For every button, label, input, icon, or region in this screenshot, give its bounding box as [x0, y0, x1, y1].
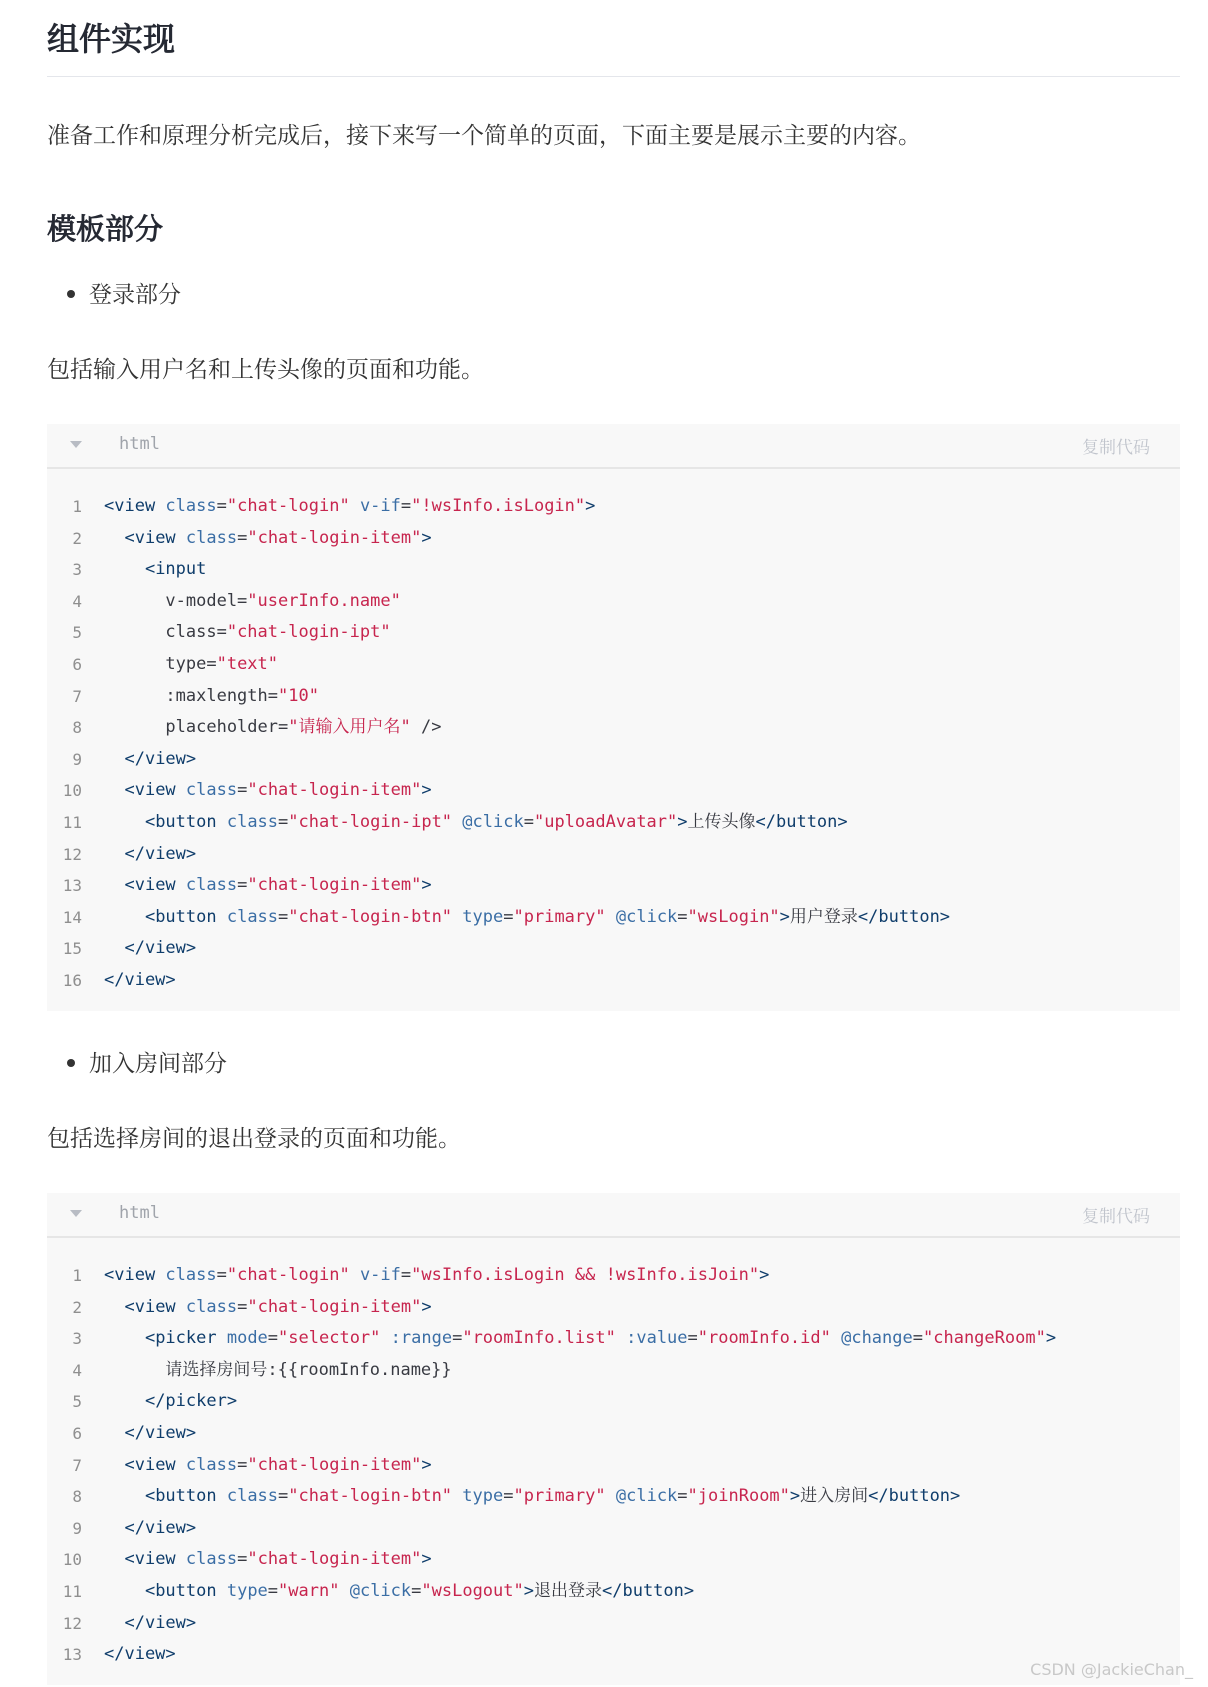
line-number: 5	[72, 623, 82, 643]
code-token: v-model=	[104, 590, 248, 611]
code-text	[104, 491, 595, 523]
code-token	[104, 1391, 145, 1411]
code-line	[47, 712, 1180, 744]
code-token: "!wsInfo.isLogin"	[411, 496, 586, 516]
code-token: <button	[144, 811, 227, 832]
code-token	[339, 1581, 349, 1601]
code-token: "10"	[278, 685, 319, 706]
code-token: "changeRoom"	[923, 1328, 1046, 1349]
code-token: >	[779, 906, 790, 927]
code-text	[104, 933, 196, 965]
code-line	[47, 681, 1180, 713]
code-token: =	[912, 1328, 923, 1349]
code-token: "chat-login-btn"	[288, 906, 453, 927]
code-token	[380, 1328, 390, 1348]
code-token: =	[523, 811, 534, 832]
code-token: class	[185, 780, 238, 801]
code-token: class	[226, 1486, 279, 1507]
code-token: 用户登录	[789, 906, 858, 927]
line-number: 16	[62, 970, 82, 990]
code-token: <view	[124, 1296, 186, 1317]
bullet-dot-icon	[67, 1059, 75, 1067]
code-token	[104, 1328, 145, 1348]
code-line	[47, 1481, 1180, 1513]
code-token: class	[185, 1454, 238, 1475]
code-token: 请选择房间号:{{roomInfo.name}}	[104, 1359, 452, 1380]
line-number: 11	[62, 1581, 82, 1601]
code-token: class	[165, 1265, 217, 1285]
code-token: v-if	[359, 1265, 401, 1285]
code-token	[606, 1486, 616, 1506]
code-text	[104, 617, 391, 649]
line-number: 5	[72, 1392, 82, 1412]
code-token: <button	[144, 906, 227, 927]
code-token: :maxlength=	[104, 685, 278, 706]
code-token: >	[421, 527, 432, 548]
code-line	[47, 491, 1180, 523]
code-token: class=	[104, 622, 227, 643]
code-token: =	[278, 811, 289, 832]
code-token: </button>	[755, 811, 848, 832]
code-token: =	[411, 1580, 422, 1601]
code-text	[104, 1292, 432, 1324]
code-token: <view	[124, 875, 186, 896]
code-token	[104, 907, 145, 927]
line-number: 10	[62, 781, 82, 801]
code-text	[104, 586, 401, 618]
code-text	[104, 902, 950, 934]
code-text	[104, 839, 196, 871]
code-token: "wsLogin"	[687, 906, 780, 927]
code-line	[47, 649, 1180, 681]
code-token: "roomInfo.list"	[462, 1328, 616, 1349]
line-number: 10	[62, 1550, 82, 1570]
code-text	[104, 807, 848, 839]
code-text	[104, 1608, 196, 1640]
code-token: @click	[349, 1580, 412, 1601]
code-line	[47, 744, 1180, 776]
intro-paragraph: 准备工作和原理分析完成后，接下来写一个简单的页面，下面主要是展示主要的内容。	[47, 123, 921, 149]
collapse-caret-icon[interactable]	[70, 441, 82, 448]
code-line	[47, 554, 1180, 586]
line-number: 6	[72, 654, 82, 674]
list-item-join	[67, 1047, 227, 1081]
code-token	[104, 1486, 145, 1506]
line-number: 8	[72, 718, 82, 738]
code-token: </view>	[124, 938, 197, 959]
login-description: 包括输入用户名和上传头像的页面和功能。	[47, 357, 484, 383]
code-token	[606, 907, 616, 927]
code-token: "chat-login-item"	[247, 1454, 422, 1475]
code-token: "chat-login-item"	[247, 875, 422, 896]
code-token: =	[237, 1296, 248, 1317]
line-number: 4	[72, 591, 82, 611]
code-token: <button	[144, 1580, 227, 1601]
code-body	[47, 1238, 1180, 1685]
code-text	[104, 712, 441, 744]
code-line	[47, 1323, 1180, 1355]
code-line	[47, 1576, 1180, 1608]
code-token: >	[1045, 1328, 1057, 1349]
code-line	[47, 1450, 1180, 1482]
code-token: =	[503, 1486, 514, 1507]
line-number: 1	[72, 1266, 82, 1285]
code-token	[104, 749, 124, 769]
code-token: >	[585, 496, 596, 516]
code-line	[47, 933, 1180, 965]
code-block-join	[47, 1193, 1180, 1685]
line-number: 15	[62, 939, 82, 959]
line-number: 3	[72, 560, 82, 580]
watermark: CSDN @JackieChan_	[1030, 1660, 1193, 1679]
code-token: </view>	[104, 1644, 176, 1665]
code-token: 上传头像	[687, 811, 756, 832]
code-token	[350, 1265, 360, 1285]
line-number: 12	[62, 1613, 82, 1633]
code-line	[47, 1292, 1180, 1324]
code-text	[104, 1513, 196, 1545]
code-token: =	[400, 496, 412, 516]
code-token	[616, 1328, 626, 1348]
code-token: "chat-login-item"	[247, 1296, 422, 1317]
code-token	[104, 1581, 145, 1601]
code-token	[104, 1549, 124, 1569]
code-token: @click	[615, 906, 678, 927]
code-token: type	[226, 1580, 268, 1601]
code-text	[104, 1418, 196, 1450]
line-number: 4	[72, 1360, 82, 1380]
line-number: 7	[72, 1455, 82, 1475]
code-token: >	[759, 1265, 770, 1285]
code-token: </view>	[124, 1422, 197, 1443]
code-line	[47, 1418, 1180, 1450]
line-number: 12	[62, 844, 82, 864]
code-token: "joinRoom"	[687, 1486, 790, 1507]
code-token	[104, 875, 124, 895]
code-token: </button>	[868, 1486, 961, 1507]
code-token: =	[452, 1328, 463, 1349]
code-token: class	[185, 1549, 238, 1570]
line-number: 11	[62, 812, 82, 832]
code-line	[47, 965, 1180, 997]
code-token	[104, 1613, 124, 1633]
code-token: placeholder=	[104, 717, 289, 738]
line-number: 9	[72, 1518, 82, 1538]
code-token: type	[462, 906, 504, 927]
code-token: <picker	[144, 1328, 227, 1349]
line-number: 8	[72, 1487, 82, 1507]
code-token: <view	[124, 1549, 186, 1570]
collapse-caret-icon[interactable]	[70, 1210, 82, 1217]
code-line	[47, 523, 1180, 555]
code-token: </button>	[857, 906, 951, 927]
code-token: class	[185, 1296, 238, 1317]
code-text	[104, 1544, 432, 1576]
code-token: >	[421, 1296, 432, 1317]
line-number: 1	[72, 497, 82, 516]
line-number: 14	[62, 907, 82, 927]
code-token: "chat-login-ipt"	[288, 811, 453, 832]
code-text	[104, 775, 432, 807]
code-token: =	[677, 906, 688, 927]
code-token	[104, 1297, 124, 1317]
code-token: <view	[104, 496, 166, 516]
code-language-label: html	[119, 434, 160, 454]
code-text	[104, 1355, 452, 1387]
code-block-header	[47, 424, 1180, 469]
code-token: @change	[841, 1328, 913, 1349]
code-token: =	[503, 906, 514, 927]
code-token	[104, 559, 145, 579]
code-token: class	[185, 527, 238, 548]
code-token: "uploadAvatar"	[533, 811, 678, 832]
code-token: </button>	[602, 1580, 695, 1601]
join-description: 包括选择房间的退出登录的页面和功能。	[47, 1126, 461, 1152]
code-token: <button	[144, 1486, 227, 1507]
list-item-label: 登录部分	[89, 282, 181, 308]
copy-code-button[interactable]: 复制代码	[1082, 1207, 1150, 1227]
code-block-login	[47, 424, 1180, 1011]
line-number: 13	[62, 1645, 82, 1665]
code-token: =	[237, 780, 248, 801]
code-line	[47, 586, 1180, 618]
code-text	[104, 1260, 769, 1292]
bullet-dot-icon	[67, 290, 75, 298]
code-token: =	[687, 1328, 698, 1349]
code-token: class	[226, 811, 279, 832]
code-token: "primary"	[513, 906, 606, 927]
code-token	[104, 844, 124, 864]
code-text	[104, 965, 176, 997]
code-token: >	[789, 1486, 801, 1507]
code-line	[47, 775, 1180, 807]
code-token: =	[278, 1486, 289, 1507]
code-line	[47, 1544, 1180, 1576]
code-token: />	[410, 717, 442, 738]
code-token: =	[237, 527, 248, 548]
code-token: <view	[124, 1454, 186, 1475]
code-line	[47, 839, 1180, 871]
section-heading-template: 模板部分	[47, 212, 164, 246]
code-token: "roomInfo.id"	[697, 1328, 831, 1349]
code-token: "primary"	[513, 1486, 606, 1507]
code-text	[104, 523, 432, 555]
code-text	[104, 870, 432, 902]
code-token	[104, 528, 124, 548]
code-token: @click	[462, 811, 524, 832]
copy-code-button[interactable]: 复制代码	[1082, 438, 1150, 458]
code-token: </view>	[124, 748, 197, 769]
code-token: class	[185, 875, 238, 896]
code-token: :value	[626, 1328, 688, 1349]
code-token: "userInfo.name"	[247, 590, 401, 611]
code-language-label: html	[119, 1203, 160, 1223]
code-token: "chat-login"	[226, 1265, 350, 1285]
code-token: =	[237, 875, 248, 896]
code-token: <input	[144, 559, 207, 580]
code-token: </picker>	[144, 1391, 238, 1412]
code-text	[104, 1576, 694, 1608]
code-token: </view>	[104, 969, 176, 990]
code-token: <view	[124, 780, 186, 801]
code-line	[47, 1260, 1180, 1292]
code-line	[47, 1639, 1180, 1671]
list-item-label: 加入房间部分	[89, 1051, 227, 1077]
code-text	[104, 744, 196, 776]
code-token	[104, 938, 124, 958]
code-line	[47, 617, 1180, 649]
code-token: =	[216, 496, 227, 516]
code-text	[104, 1481, 960, 1513]
code-token: =	[677, 1486, 688, 1507]
code-token: "text"	[216, 653, 279, 674]
code-text	[104, 649, 278, 681]
code-token: v-if	[359, 496, 401, 516]
code-token: type=	[104, 653, 217, 674]
code-token: "请输入用户名"	[288, 717, 411, 738]
line-number: 2	[72, 528, 82, 548]
code-line	[47, 1386, 1180, 1418]
code-token: :range	[390, 1328, 453, 1349]
code-token: mode	[226, 1328, 268, 1349]
code-token: type	[462, 1486, 504, 1507]
code-block-header	[47, 1193, 1180, 1238]
line-number: 3	[72, 1329, 82, 1349]
code-token: "chat-login-ipt"	[226, 622, 391, 643]
code-token	[104, 812, 145, 832]
code-line	[47, 1355, 1180, 1387]
code-token	[831, 1328, 841, 1348]
code-token: "warn"	[278, 1580, 340, 1601]
code-token	[104, 1423, 124, 1443]
code-token: >	[421, 1549, 432, 1570]
code-token: "chat-login-btn"	[288, 1486, 453, 1507]
code-token	[104, 1518, 124, 1538]
code-text	[104, 1450, 432, 1482]
line-number: 9	[72, 749, 82, 769]
page-title: 组件实现	[47, 14, 1180, 77]
code-token	[452, 1486, 462, 1506]
code-token: =	[267, 1580, 279, 1601]
code-token: =	[216, 1265, 227, 1285]
code-token: "chat-login"	[226, 496, 350, 516]
code-token	[104, 780, 124, 800]
code-token: @click	[615, 1486, 678, 1507]
code-token: <view	[124, 527, 186, 548]
code-line	[47, 870, 1180, 902]
line-number: 6	[72, 1423, 82, 1443]
code-token: "selector"	[278, 1328, 381, 1349]
code-text	[104, 554, 206, 586]
code-token	[350, 496, 360, 516]
code-token: 进入房间	[800, 1486, 869, 1507]
code-token: >	[421, 1454, 432, 1475]
code-token: 退出登录	[534, 1580, 602, 1601]
code-token: "wsLogout"	[421, 1580, 524, 1601]
code-token: =	[278, 906, 289, 927]
list-item-login	[67, 278, 181, 312]
line-number: 13	[62, 876, 82, 896]
code-text	[104, 1639, 176, 1671]
code-line	[47, 1608, 1180, 1640]
code-token: <view	[104, 1265, 166, 1285]
code-token: =	[267, 1328, 279, 1349]
code-text	[104, 681, 319, 713]
code-token: >	[421, 875, 432, 896]
code-token: "chat-login-item"	[247, 1549, 422, 1570]
code-token: =	[237, 1454, 248, 1475]
code-token: </view>	[124, 843, 197, 864]
code-token: "chat-login-item"	[247, 780, 422, 801]
code-token: "chat-login-item"	[247, 527, 422, 548]
code-token: >	[421, 780, 432, 801]
code-token: </view>	[124, 1517, 197, 1538]
code-token: </view>	[124, 1612, 197, 1633]
code-token	[104, 1455, 124, 1475]
line-number: 7	[72, 686, 82, 706]
code-token	[452, 812, 462, 832]
code-token: "wsInfo.isLogin && !wsInfo.isJoin"	[411, 1265, 760, 1285]
line-number: 2	[72, 1297, 82, 1317]
code-token	[452, 907, 462, 927]
code-token: >	[523, 1580, 534, 1601]
code-text	[104, 1323, 1056, 1355]
code-line	[47, 902, 1180, 934]
code-text	[104, 1386, 237, 1418]
code-token: =	[237, 1549, 248, 1570]
code-token: =	[400, 1265, 412, 1285]
code-line	[47, 807, 1180, 839]
code-token: >	[677, 811, 688, 832]
code-token: class	[226, 906, 279, 927]
code-line	[47, 1513, 1180, 1545]
code-token: class	[165, 496, 217, 516]
code-body	[47, 469, 1180, 1011]
